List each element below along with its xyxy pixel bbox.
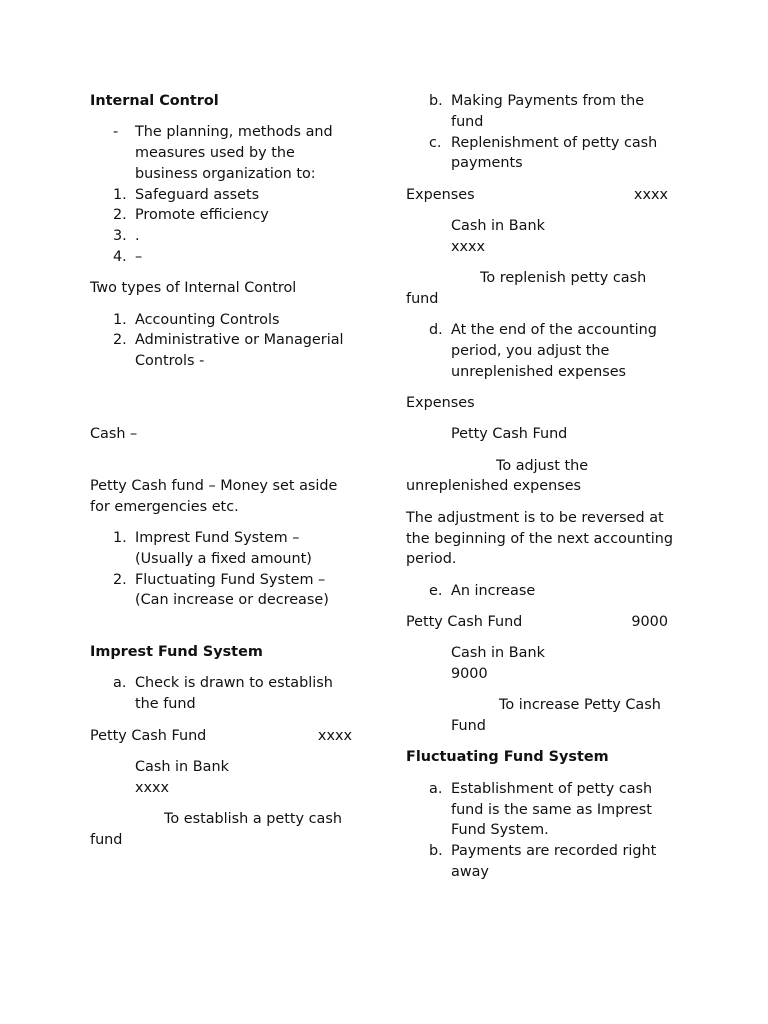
list-item — [90, 247, 358, 268]
internal-control-goals-list — [90, 185, 358, 268]
journal-debit-line — [406, 185, 668, 206]
list-item — [406, 91, 678, 133]
list-item-text: Promote efficiency — [135, 207, 269, 224]
debit-amount: 9000 — [631, 613, 668, 630]
list-item-text: Accounting Controls — [135, 311, 280, 328]
debit-account: Petty Cash Fund — [406, 613, 523, 630]
list-number: 2. — [113, 571, 127, 588]
journal-debit-account: Expenses — [406, 395, 475, 412]
imprest-steps-list-continued — [406, 91, 678, 174]
memo-text-continued: Fund — [451, 718, 486, 735]
journal-credit-amount: xxxx — [135, 779, 170, 796]
journal-credit-amount: xxxx — [451, 238, 486, 255]
journal-credit-amount: 9000 — [451, 666, 488, 683]
imprest-steps-list-e — [406, 581, 678, 602]
list-letter: c. — [429, 134, 442, 151]
debit-amount: xxxx — [633, 186, 668, 203]
journal-memo — [90, 809, 358, 851]
list-item-text: Imprest Fund System – (Usually a fixed amount) — [135, 529, 312, 567]
journal-credit-account: Cash in Bank — [451, 217, 545, 234]
list-number: 1. — [113, 529, 127, 546]
journal-memo — [406, 695, 678, 737]
list-item-text: Check is drawn to establish the fund — [135, 675, 333, 713]
reversal-note: The adjustment is to be reversed at the beginning of the next accounting period. — [406, 509, 674, 568]
cash-line: Cash – — [90, 426, 138, 443]
two-types-line: Two types of Internal Control — [90, 280, 297, 297]
list-item-text: At the end of the accounting period, you adjust the unreplenished expenses — [451, 322, 657, 380]
list-item — [90, 528, 358, 570]
petty-cash-definition: Petty Cash fund – Money set aside for emergencies etc. — [90, 477, 338, 515]
list-item-text: Payments are recorded right away — [451, 843, 657, 880]
list-item-text: Administrative or Managerial Controls - — [135, 332, 344, 370]
journal-memo — [406, 268, 678, 310]
list-item — [406, 320, 678, 382]
list-item — [90, 330, 358, 372]
list-letter: b. — [429, 843, 443, 860]
list-letter: d. — [429, 322, 443, 339]
list-number: 1. — [113, 311, 127, 328]
list-item — [90, 310, 358, 331]
list-item — [406, 581, 678, 602]
list-letter: e. — [429, 582, 443, 599]
list-item-text: Replenishment of petty cash payments — [451, 134, 658, 172]
list-item — [406, 133, 678, 175]
list-item — [406, 779, 678, 841]
debit-amount: xxxx — [317, 727, 352, 744]
journal-debit-line — [406, 612, 668, 633]
list-number: 3. — [113, 228, 127, 245]
debit-account: Petty Cash Fund — [90, 727, 207, 744]
memo-text: To replenish petty cash — [480, 270, 647, 287]
memo-text-continued: fund — [406, 290, 439, 307]
list-number: 1. — [113, 186, 127, 203]
journal-debit-line — [90, 726, 352, 747]
imprest-steps-list — [90, 673, 358, 715]
list-item — [90, 122, 358, 184]
fluctuating-steps-list — [406, 779, 678, 883]
journal-memo — [406, 456, 678, 498]
journal-credit-account: Petty Cash Fund — [451, 426, 568, 443]
right-column — [406, 91, 678, 893]
list-item-text: Safeguard assets — [135, 186, 260, 203]
imprest-steps-list-d — [406, 320, 678, 382]
list-item-text: Fluctuating Fund System – (Can increase or decrease) — [135, 571, 329, 609]
internal-control-heading: Internal Control — [90, 93, 219, 109]
list-letter: a. — [113, 675, 127, 692]
dash-marker: - — [113, 124, 119, 141]
list-item — [90, 570, 358, 612]
left-column — [90, 91, 358, 851]
journal-credit-account: Cash in Bank — [451, 645, 545, 662]
memo-text: To increase Petty Cash — [499, 697, 661, 714]
memo-text: To establish a petty cash — [164, 810, 342, 827]
list-item — [90, 205, 358, 226]
list-number: 4. — [113, 249, 127, 266]
journal-credit-account: Cash in Bank — [135, 758, 229, 775]
memo-text: To adjust the — [496, 457, 589, 474]
list-number: 2. — [113, 332, 127, 349]
list-item-text: Making Payments from the fund — [451, 93, 645, 130]
list-item-text: An increase — [451, 582, 536, 599]
control-types-list — [90, 310, 358, 372]
list-item-text: . — [135, 228, 140, 245]
list-number: 2. — [113, 207, 127, 224]
list-item — [90, 185, 358, 206]
list-item — [90, 673, 358, 715]
list-item-text: The planning, methods and measures used by the business organization to: — [135, 124, 333, 182]
list-item-text: – — [135, 249, 143, 266]
list-item-text: Establishment of petty cash fund is the same as Imprest Fund System. — [451, 780, 653, 839]
definition-list — [90, 122, 358, 184]
imprest-fund-heading: Imprest Fund System — [90, 644, 263, 661]
fund-systems-list — [90, 528, 358, 611]
memo-text-continued: unreplenished expenses — [406, 478, 582, 495]
list-item — [90, 226, 358, 247]
memo-text-continued: fund — [90, 831, 123, 848]
debit-account: Expenses — [406, 186, 475, 203]
list-letter: b. — [429, 93, 443, 109]
list-item — [406, 841, 678, 883]
fluctuating-fund-heading: Fluctuating Fund System — [406, 749, 609, 766]
list-letter: a. — [429, 780, 443, 797]
